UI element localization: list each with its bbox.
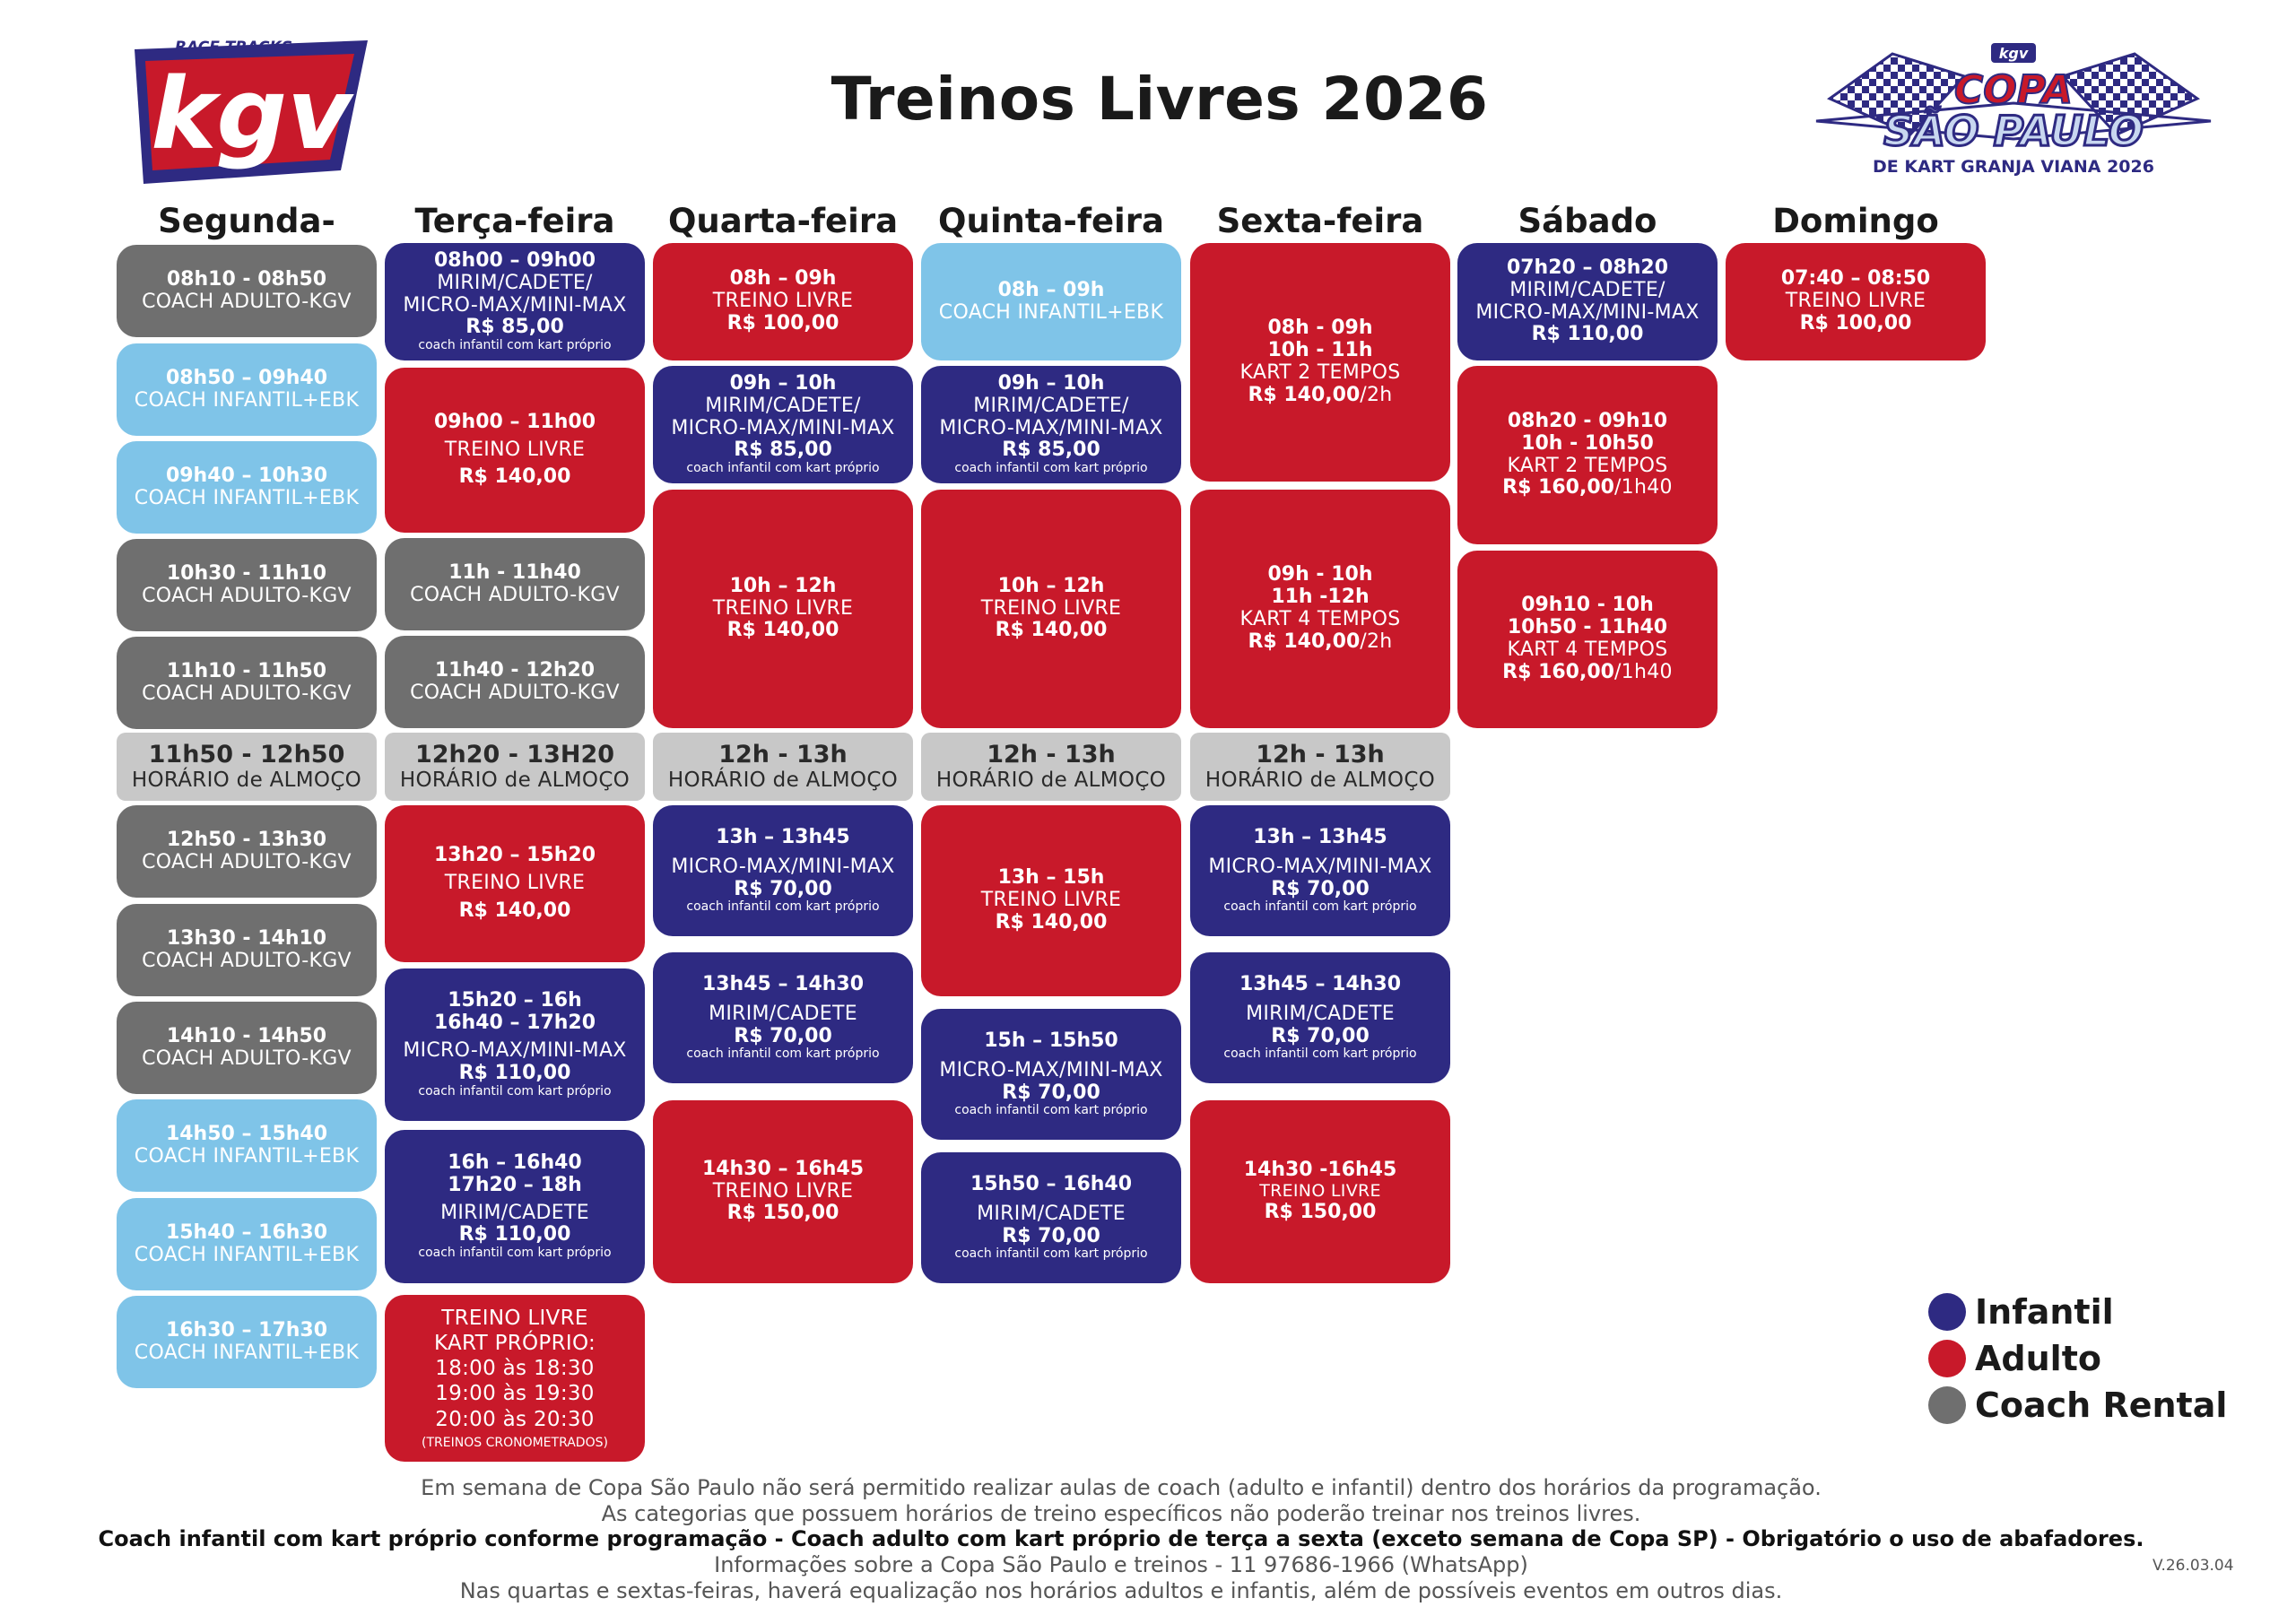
block-time: 08h – 09h — [997, 278, 1105, 301]
schedule-block — [385, 538, 645, 630]
day-header-sunday: Domingo — [1772, 202, 1939, 240]
block-note: coach infantil com kart próprio — [686, 461, 880, 476]
block-label: COACH ADULTO-KGV — [142, 290, 352, 313]
block-label: MIRIM/CADETE — [977, 1202, 1126, 1225]
schedule-block — [117, 637, 377, 729]
copa-logo-kgv: kgv — [1998, 45, 2029, 62]
schedule-block — [385, 1295, 645, 1462]
schedule-block — [1457, 366, 1718, 544]
block-price: R$ 70,00 — [1002, 1081, 1100, 1104]
block-time: 16h – 16h40 — [448, 1151, 582, 1174]
block-time: 07:40 – 08:50 — [1780, 267, 1931, 291]
block-label: COACH ADULTO-KGV — [142, 850, 352, 873]
block-price: R$ 160,00 — [1502, 660, 1614, 683]
block-time: 13h – 13h45 — [1253, 825, 1387, 848]
schedule-block — [653, 952, 913, 1083]
block-time: 10h - 11h — [1267, 339, 1373, 362]
block-note: coach infantil com kart próprio — [954, 1246, 1148, 1262]
schedule-block — [921, 366, 1181, 483]
block-price: R$ 70,00 — [1002, 1224, 1100, 1247]
block-time: 13h45 – 14h30 — [1239, 972, 1402, 995]
block-time: 09h - 10h — [1267, 563, 1373, 586]
schedule-block — [653, 243, 913, 360]
block-note: coach infantil com kart próprio — [1223, 899, 1417, 915]
block-label: HORÁRIO de ALMOÇO — [935, 769, 1167, 793]
block-time: 14h10 - 14h50 — [166, 1024, 327, 1047]
schedule-block — [385, 243, 645, 360]
block-time: 11h50 - 12h50 — [148, 740, 345, 769]
block-price: R$ 70,00 — [1271, 877, 1370, 900]
schedule-block — [117, 1099, 377, 1192]
block-label: COACH ADULTO-KGV — [142, 584, 352, 607]
block-label: COACH INFANTIL+EBK — [134, 388, 360, 412]
block-note: coach infantil com kart próprio — [418, 1246, 612, 1261]
schedule-block — [117, 904, 377, 996]
block-time: 16h40 – 17h20 — [433, 1012, 596, 1035]
block-time: 11h10 - 11h50 — [166, 659, 327, 682]
block-time: 09h – 10h — [997, 371, 1105, 395]
block-label: MICRO-MAX/MINI-MAX — [671, 416, 895, 439]
schedule-block — [117, 343, 377, 436]
block-price: R$ 110,00 — [458, 1061, 571, 1084]
block-time: 14h50 – 15h40 — [165, 1122, 328, 1145]
logo-big-text: kgv — [151, 56, 352, 171]
block-note: (TREINOS CRONOMETRADOS) — [422, 1435, 608, 1450]
schedule-block — [1726, 243, 1986, 360]
footer-note: Em semana de Copa São Paulo não será permitido realizar aulas de coach (adulto e infantil) dentro dos horários da programação. — [421, 1475, 1822, 1500]
lunch-block — [1190, 733, 1450, 801]
block-label: TREINO LIVRE — [1785, 290, 1926, 313]
block-time: 12h - 13h — [1256, 740, 1385, 769]
day-header-monday: Segunda- — [158, 202, 335, 240]
block-label: TREINO LIVRE — [444, 872, 586, 895]
block-price-unit: /1h40 — [1613, 660, 1673, 683]
block-label: KART 4 TEMPOS — [1239, 608, 1401, 630]
block-time: 09h10 - 10h — [1521, 594, 1654, 617]
schedule-block — [385, 805, 645, 962]
block-label: COACH INFANTIL+EBK — [134, 1144, 360, 1168]
schedule-block — [1190, 805, 1450, 936]
block-label: HORÁRIO de ALMOÇO — [1205, 769, 1436, 793]
block-price: R$ 160,00 — [1502, 476, 1614, 499]
schedule-block — [921, 1009, 1181, 1140]
block-label: TREINO LIVRE — [444, 438, 586, 461]
block-label: MICRO-MAX/MINI-MAX — [403, 293, 627, 317]
schedule-block — [653, 490, 913, 728]
block-time: 08h - 09h — [1267, 317, 1373, 340]
block-label: COACH INFANTIL+EBK — [134, 486, 360, 509]
block-time: 11h -12h — [1271, 586, 1370, 609]
block-label: HORÁRIO de ALMOÇO — [667, 769, 899, 793]
block-label: MIRIM/CADETE — [1246, 1002, 1395, 1025]
schedule-block — [1190, 952, 1450, 1083]
schedule-block — [921, 490, 1181, 728]
block-label: COACH INFANTIL+EBK — [134, 1341, 360, 1364]
block-note: coach infantil com kart próprio — [686, 1046, 880, 1062]
legend-label: Adulto — [1975, 1339, 2101, 1378]
schedule-block — [1457, 551, 1718, 728]
schedule-block — [653, 805, 913, 936]
block-label: MICRO-MAX/MINI-MAX — [939, 1058, 1163, 1081]
page-title: Treinos Livres 2026 — [831, 65, 1489, 134]
block-label: TREINO LIVRE — [980, 596, 1122, 620]
block-label: COACH ADULTO-KGV — [142, 949, 352, 972]
schedule-block — [1190, 243, 1450, 482]
schedule-block — [117, 1002, 377, 1094]
block-price: R$ 85,00 — [465, 316, 564, 339]
block-price: R$ 85,00 — [1002, 439, 1100, 462]
block-time: 13h20 – 15h20 — [433, 844, 596, 867]
block-label: TREINO LIVRE — [441, 1307, 588, 1331]
block-time: 08h10 - 08h50 — [166, 267, 327, 291]
block-time: 12h20 - 13H20 — [414, 740, 615, 769]
block-label: TREINO LIVRE — [1259, 1181, 1381, 1202]
block-time: 10h – 12h — [997, 574, 1105, 597]
lunch-block — [921, 733, 1181, 801]
block-time: 11h40 - 12h20 — [434, 658, 596, 682]
block-label: MIRIM/CADETE/ — [1509, 278, 1665, 301]
legend-item-coach-rental — [1928, 1385, 2227, 1425]
block-time-slot: 20:00 às 20:30 — [435, 1407, 595, 1431]
block-note: coach infantil com kart próprio — [418, 1083, 612, 1099]
block-time: 13h – 13h45 — [716, 825, 850, 848]
block-price: R$ 140,00 — [458, 899, 571, 922]
footer-note: As categorias que possuem horários de treino específicos não poderão treinar nos treinos livres. — [601, 1501, 1641, 1526]
block-time: 08h20 - 09h10 — [1507, 409, 1668, 432]
block-price: R$ 150,00 — [1264, 1200, 1377, 1223]
block-time: 09h – 10h — [729, 371, 837, 395]
lunch-block — [385, 733, 645, 801]
block-label: COACH ADULTO-KGV — [410, 583, 620, 606]
block-label: TREINO LIVRE — [980, 889, 1122, 912]
lunch-block — [653, 733, 913, 801]
block-time: 10h50 - 11h40 — [1507, 616, 1668, 639]
block-label: MIRIM/CADETE/ — [973, 394, 1129, 417]
lunch-block — [117, 733, 377, 801]
block-label: KART 2 TEMPOS — [1507, 454, 1668, 477]
block-price: R$ 70,00 — [734, 1024, 832, 1047]
block-price: R$ 140,00 — [458, 465, 571, 489]
block-note: coach infantil com kart próprio — [954, 461, 1148, 476]
logo-small-text: RACE TRACKS — [175, 39, 292, 56]
legend-label: Coach Rental — [1975, 1385, 2228, 1425]
schedule-block — [1457, 243, 1718, 360]
block-price: R$ 70,00 — [1271, 1024, 1370, 1047]
block-label: MICRO-MAX/MINI-MAX — [671, 855, 895, 878]
block-note: coach infantil com kart próprio — [954, 1103, 1148, 1118]
schedule-block — [117, 539, 377, 631]
schedule-block — [117, 441, 377, 534]
version-label: V.26.03.04 — [2152, 1557, 2234, 1575]
block-label: MIRIM/CADETE — [709, 1002, 857, 1025]
block-time: 13h45 – 14h30 — [701, 972, 865, 995]
block-time: 08h – 09h — [729, 267, 837, 291]
block-label: MIRIM/CADETE/ — [705, 394, 861, 417]
schedule-block — [117, 1296, 377, 1388]
block-label: MICRO-MAX/MINI-MAX — [1208, 855, 1432, 878]
block-price: R$ 100,00 — [726, 311, 839, 334]
block-time: 10h30 - 11h10 — [166, 561, 327, 585]
block-time: 12h - 13h — [987, 740, 1116, 769]
schedule-block — [921, 1152, 1181, 1283]
block-label: MIRIM/CADETE — [440, 1201, 589, 1224]
block-price: R$ 85,00 — [734, 439, 832, 462]
block-price-unit: /2h — [1360, 383, 1393, 406]
block-time: 07h20 – 08h20 — [1506, 256, 1669, 279]
block-label: MICRO-MAX/MINI-MAX — [403, 1039, 627, 1063]
block-time: 09h00 – 11h00 — [433, 410, 596, 433]
schedule-block — [385, 636, 645, 728]
day-header-wednesday: Quarta-feira — [667, 202, 899, 240]
block-price: R$ 100,00 — [1799, 311, 1912, 334]
block-label: MICRO-MAX/MINI-MAX — [1475, 300, 1700, 324]
copa-logo-line3: DE KART GRANJA VIANA 2026 — [1873, 157, 2154, 177]
block-time: 08h50 – 09h40 — [165, 366, 328, 389]
block-price: R$ 70,00 — [734, 877, 832, 900]
block-time: 16h30 – 17h30 — [165, 1318, 328, 1342]
copa-logo-line1: COPA — [1954, 67, 2073, 113]
schedule-block — [385, 1130, 645, 1283]
legend-swatch — [1928, 1386, 1966, 1424]
block-time: 12h50 - 13h30 — [166, 828, 327, 851]
block-label: MIRIM/CADETE/ — [437, 271, 593, 294]
block-label: COACH ADULTO-KGV — [142, 1046, 352, 1070]
block-label: COACH ADULTO-KGV — [142, 682, 352, 705]
block-time: 10h – 12h — [729, 574, 837, 597]
block-time: 13h – 15h — [997, 866, 1105, 890]
day-header-saturday: Sábado — [1518, 202, 1657, 240]
schedule-block — [1190, 1100, 1450, 1283]
block-label: HORÁRIO de ALMOÇO — [131, 769, 362, 793]
block-time: 09h40 – 10h30 — [165, 464, 328, 487]
block-label: KART PRÓPRIO: — [433, 1332, 596, 1356]
block-time: 11h - 11h40 — [448, 560, 581, 584]
block-time: 15h40 – 16h30 — [165, 1220, 328, 1244]
block-label: KART 2 TEMPOS — [1239, 361, 1401, 384]
block-time-slot: 19:00 às 19:30 — [435, 1382, 595, 1406]
block-label: KART 4 TEMPOS — [1507, 638, 1668, 661]
block-price: R$ 110,00 — [458, 1223, 571, 1246]
block-price: R$ 140,00 — [726, 619, 839, 642]
day-header-friday: Sexta-feira — [1216, 202, 1424, 240]
block-price: R$ 140,00 — [995, 910, 1108, 934]
footer-contact: Informações sobre a Copa São Paulo e treinos - 11 97686-1966 (WhatsApp) — [714, 1552, 1528, 1577]
block-time: 08h00 – 09h00 — [433, 248, 596, 272]
block-note: coach infantil com kart próprio — [418, 338, 612, 353]
block-label: HORÁRIO de ALMOÇO — [399, 769, 631, 793]
block-label: COACH ADULTO-KGV — [410, 681, 620, 704]
footer-note-bold: Coach infantil com kart próprio conforme programação - Coach adulto com kart próprio de terça a sexta (exceto semana de Copa SP) - Obrigatório o uso de abafadores. — [98, 1526, 2144, 1551]
legend-swatch — [1928, 1340, 1966, 1377]
block-label: TREINO LIVRE — [712, 1179, 854, 1203]
footer-note: Nas quartas e sextas-feiras, haverá equalização nos horários adultos e infantis, além de possíveis eventos em outros dias. — [459, 1578, 1783, 1603]
legend-label: Infantil — [1975, 1292, 2114, 1332]
block-label: TREINO LIVRE — [712, 290, 854, 313]
block-price: R$ 140,00 — [995, 619, 1108, 642]
legend-swatch — [1928, 1293, 1966, 1331]
day-header-thursday: Quinta-feira — [938, 202, 1164, 240]
schedule-block — [921, 805, 1181, 996]
schedule-block — [653, 366, 913, 483]
schedule-block — [653, 1100, 913, 1283]
block-price: R$ 140,00 — [1248, 630, 1361, 653]
block-note: coach infantil com kart próprio — [1223, 1046, 1417, 1062]
schedule-block — [117, 805, 377, 898]
block-label: COACH INFANTIL+EBK — [134, 1243, 360, 1266]
schedule-block — [921, 243, 1181, 360]
block-time: 15h20 – 16h — [448, 989, 582, 1012]
block-time: 14h30 – 16h45 — [701, 1157, 865, 1180]
legend-item-infantil — [1928, 1292, 2114, 1332]
block-time: 15h – 15h50 — [984, 1029, 1118, 1052]
day-header-tuesday: Terça-feira — [414, 202, 615, 240]
block-price-unit: /2h — [1360, 630, 1393, 653]
block-price-unit: /1h40 — [1613, 476, 1673, 499]
block-time-slot: 18:00 às 18:30 — [435, 1357, 595, 1381]
schedule-block — [117, 245, 377, 337]
schedule-block — [117, 1198, 377, 1290]
block-time: 10h - 10h50 — [1521, 431, 1654, 455]
schedule-block — [1190, 490, 1450, 728]
schedule-block — [385, 968, 645, 1121]
block-price: R$ 150,00 — [726, 1202, 839, 1225]
block-note: coach infantil com kart próprio — [686, 899, 880, 915]
schedule-block — [385, 368, 645, 533]
block-label: MICRO-MAX/MINI-MAX — [939, 416, 1163, 439]
copa-logo-line2: SÃO PAULO — [1883, 107, 2144, 155]
block-price: R$ 140,00 — [1248, 383, 1361, 406]
legend-item-adulto — [1928, 1339, 2101, 1378]
block-time: 12h - 13h — [718, 740, 848, 769]
block-time: 17h20 – 18h — [448, 1173, 582, 1196]
block-time: 13h30 - 14h10 — [166, 926, 327, 950]
block-time: 15h50 – 16h40 — [970, 1172, 1133, 1195]
block-label: COACH INFANTIL+EBK — [938, 300, 1164, 324]
block-label: TREINO LIVRE — [712, 596, 854, 620]
block-price: R$ 110,00 — [1531, 323, 1644, 346]
block-time: 14h30 -16h45 — [1243, 1159, 1397, 1182]
